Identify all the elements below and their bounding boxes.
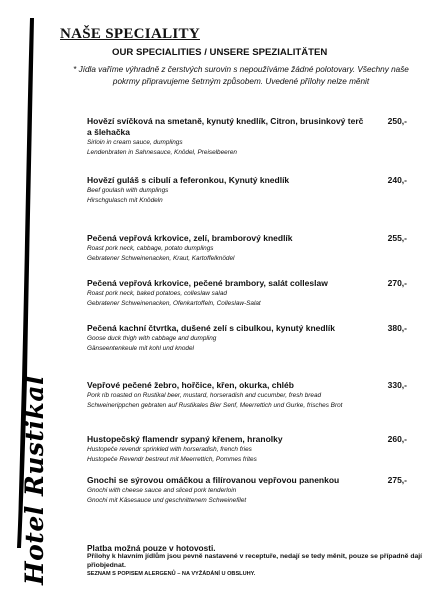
dish-german: Hirschgulasch mit Knödeln	[87, 196, 163, 204]
menu-item	[87, 323, 417, 353]
dish-english: Goose duck thigh with cabbage and dumpling	[87, 335, 217, 343]
payment-note: Platba možná pouze v hotovosti.	[87, 543, 216, 553]
dish-english: Roast pork neck, baked potatoes, colleslaw salad	[87, 290, 227, 298]
menu-footer	[87, 543, 427, 579]
menu-item	[87, 278, 417, 308]
sides-note: Přílohy k hlavním jídlům jsou pevně nastavené v receptuře, nedají se tedy měnit, pouze se případně dají přiobjednat.	[87, 553, 423, 569]
dish-english: Roast pork neck, cabbage, potato dumplings	[87, 245, 214, 253]
dish-name: Hovězí svíčková na smetaně, kynutý knedlík, Citron, brusinkový terč a šlehačka	[87, 116, 364, 138]
dish-german: Gebratener Schweinenacken, Kraut, Kartoffelknödel	[87, 254, 235, 262]
menu-item	[87, 434, 417, 464]
hotel-logo: Hotel Rustikal	[20, 374, 49, 585]
dish-english: Sirloin in cream sauce, dumplings	[87, 139, 183, 147]
dish-name: Hustopečský flamendr sypaný křenem, hranolky	[87, 434, 283, 444]
dish-price: 275,-	[387, 475, 407, 485]
dish-name: Hovězí guláš s cibulí a feferonkou, Kynutý knedlík	[87, 175, 290, 185]
dish-price: 250,-	[387, 116, 407, 126]
dish-price: 255,-	[387, 233, 407, 243]
dish-german: Schweinerippchen gebraten auf Rustikales Bier Senf, Meerrettich und Gurke, frisches Brot	[87, 401, 343, 409]
dish-english: Hustopeče revendr sprinkled with horseradish, french fries	[87, 446, 252, 454]
menu-item	[87, 380, 417, 410]
dish-name: Pečená vepřová krkovice, pečené brambory, salát colleslaw	[87, 278, 328, 288]
menu-item	[87, 475, 417, 505]
dish-price: 270,-	[387, 278, 407, 288]
dish-name: Gnochi se sýrovou omáčkou a filírovanou vepřovou panenkou	[87, 475, 340, 485]
dish-english: Gnochi with cheese sauce and sliced pork tenderloin	[87, 487, 237, 495]
allergens-note: SEZNAM S POPISEM ALERGENŮ – NA VYŽÁDÁNÍ U OBSLUHY.	[87, 571, 256, 578]
dish-price: 260,-	[387, 434, 407, 444]
dish-price: 380,-	[387, 323, 407, 333]
dish-german: Hustopeče Revendr bestreut mit Meerrettich, Pommes frites	[87, 455, 257, 463]
dish-name: Vepřové pečené žebro, hořčice, křen, okurka, chléb	[87, 380, 294, 390]
dish-name: Pečená vepřová krkovice, zelí, bramborový knedlík	[87, 233, 293, 243]
dish-price: 330,-	[387, 380, 407, 390]
dish-german: Gänseentenkeule mit kohl und knodel	[87, 344, 194, 352]
menu-item	[87, 116, 417, 157]
page-title: NAŠE SPECIALITY	[60, 26, 200, 42]
dish-german: Gebratener Schweinenacken, Ofenkartoffeln, Colleslaw-Salat	[87, 299, 261, 307]
dish-german: Lendenbraten in Sahnesauce, Knödel, Preiselbeeren	[87, 148, 237, 156]
page-subtitle: OUR SPECIALITIES / UNSERE SPEZIALITÄTEN	[112, 47, 328, 58]
preparation-note: * Jídla vaříme výhradně z čerstvých surovin s nepoužíváme žádné polotovary. Všechny naše pokrmy připravujeme šetrným způsobem. Uvedené přílohy nelze měnit	[73, 65, 409, 86]
dish-price: 240,-	[387, 175, 407, 185]
menu-item	[87, 175, 417, 205]
menu-item	[87, 233, 417, 263]
dish-english: Pork rib roasted on Rustikal beer, mustard, horseradish and cucumber, fresh bread	[87, 392, 322, 400]
dish-german: Gnochi mit Käsesauce und geschnittenem Schweinefilet	[87, 496, 247, 504]
dish-name: Pečená kachní čtvrtka, dušené zelí s cibulkou, kynutý knedlík	[87, 323, 336, 333]
dish-english: Beef goulash with dumplings	[87, 187, 169, 195]
